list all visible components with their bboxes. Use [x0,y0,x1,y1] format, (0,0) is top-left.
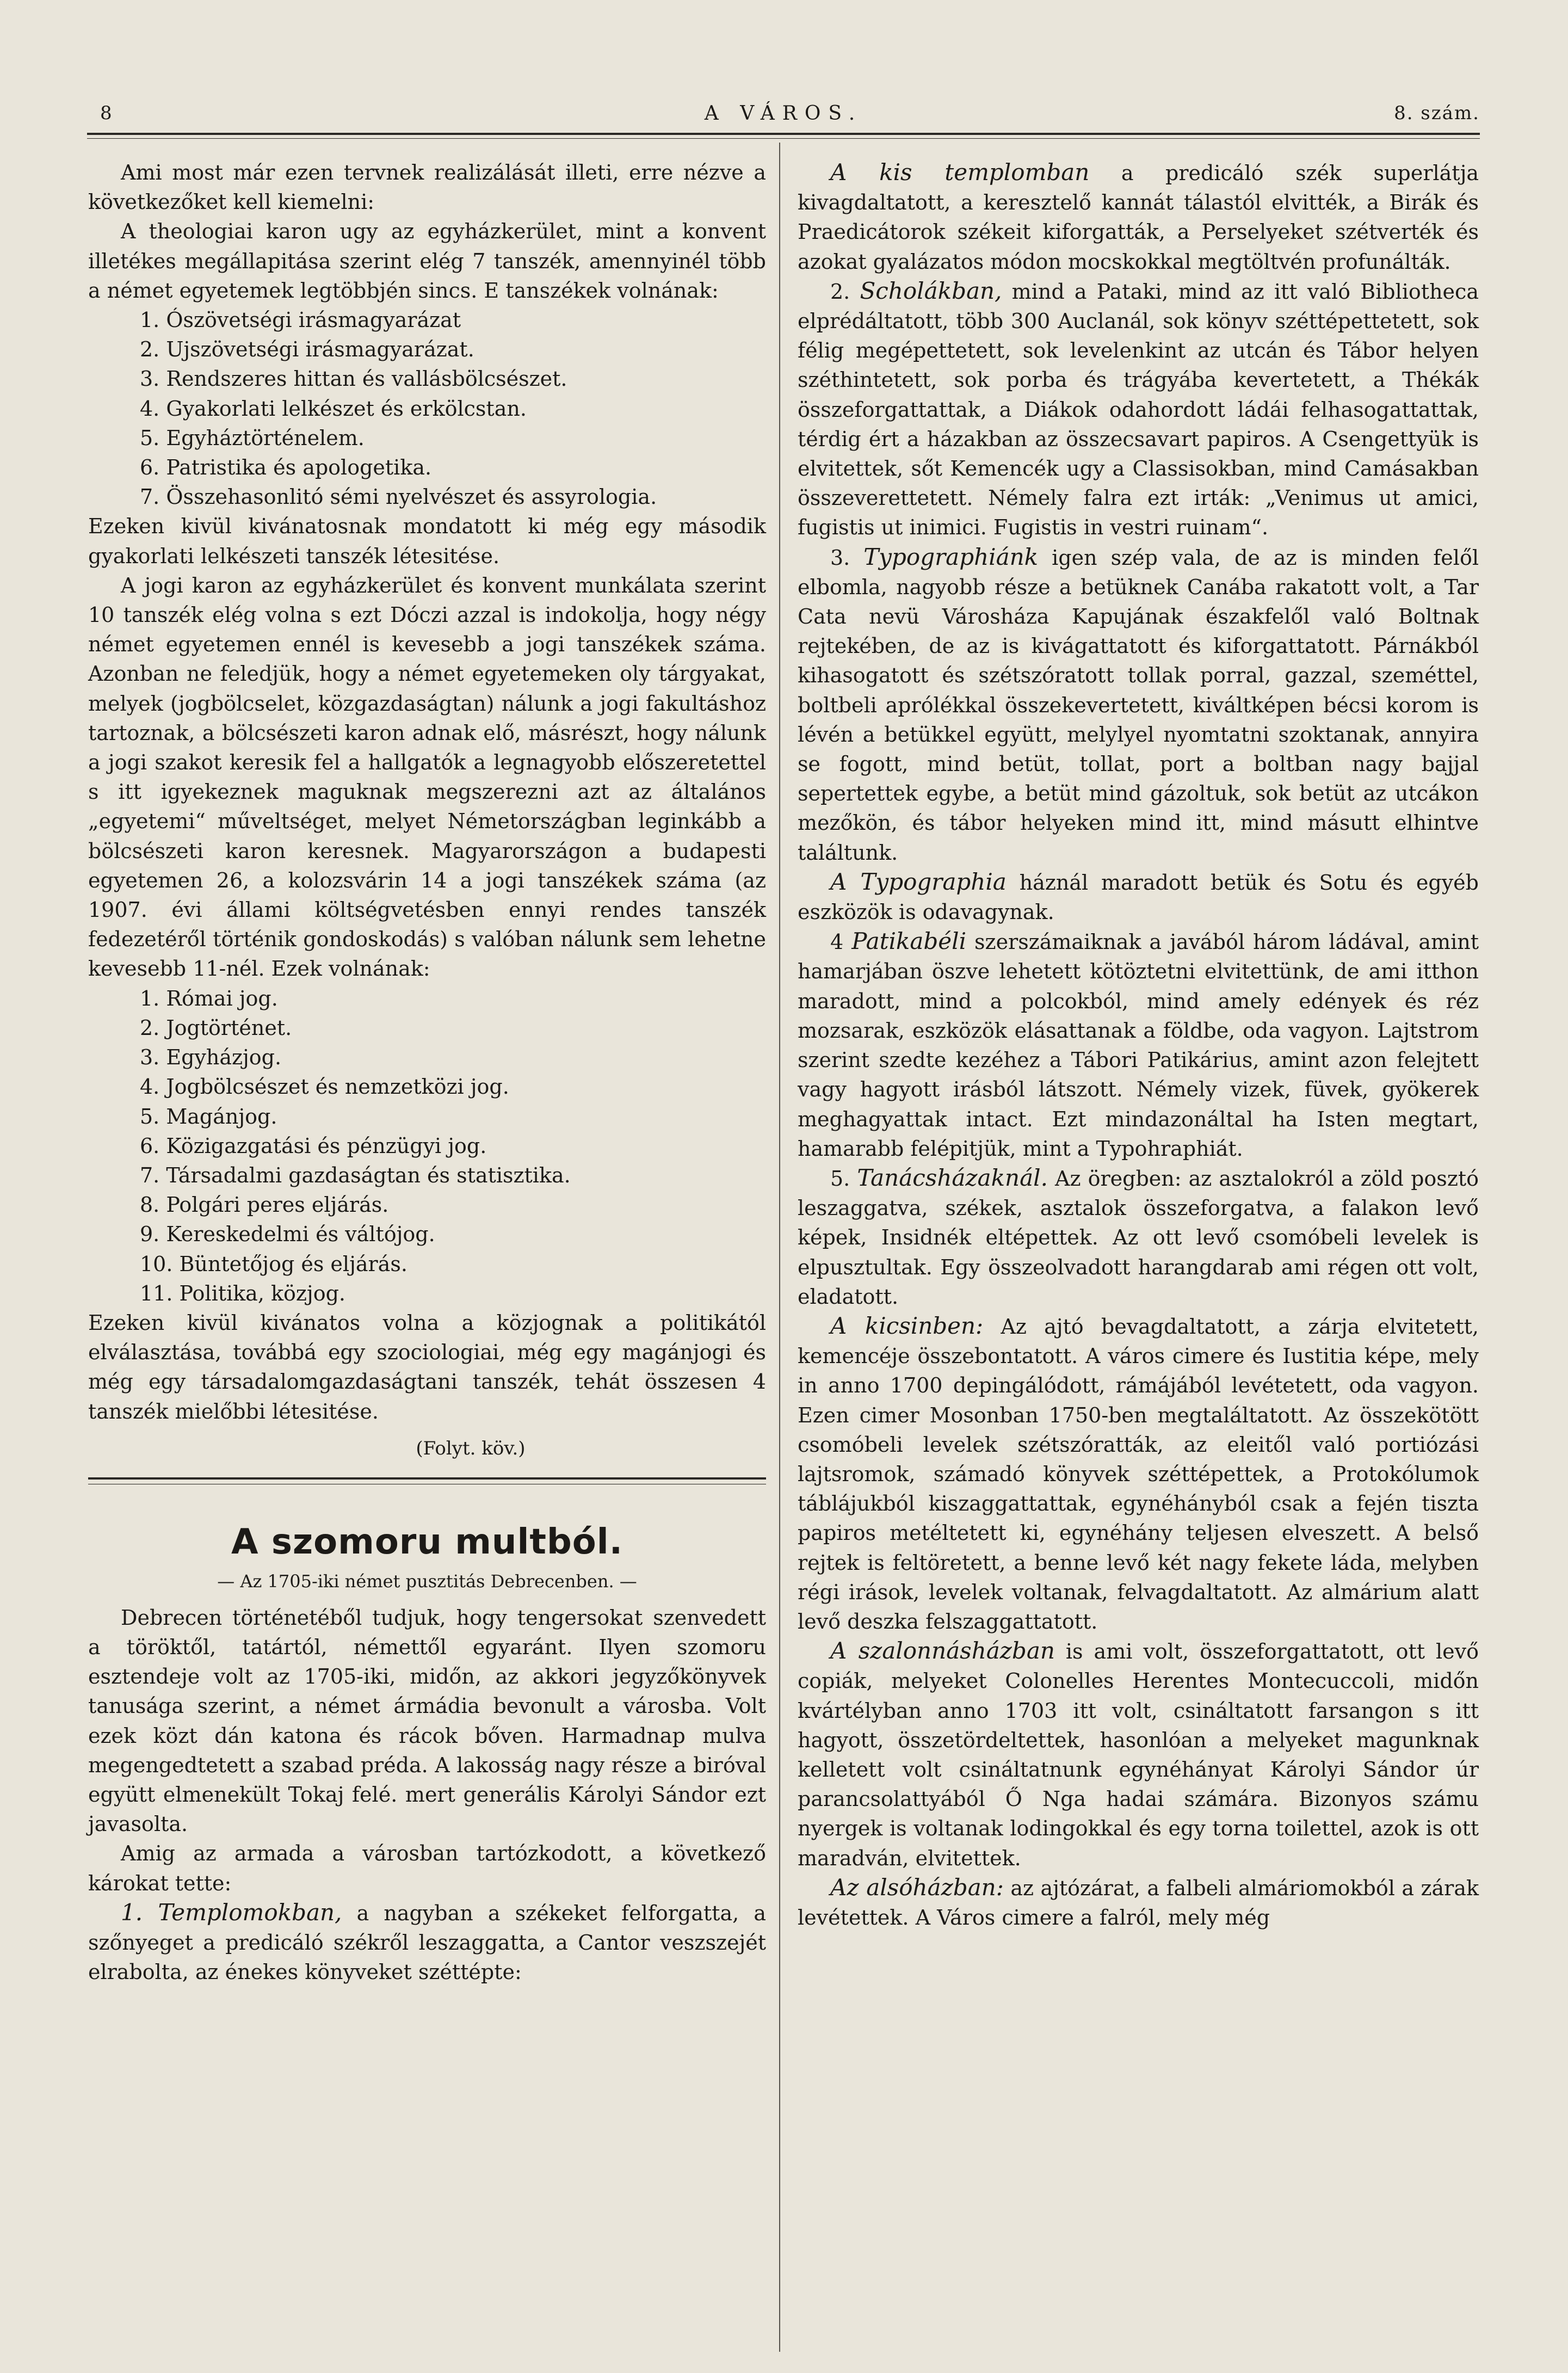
issue-number: 8. szám. [1394,102,1480,124]
article-paragraph [798,867,1479,927]
section-number: 2. [830,279,850,304]
list-item: 5. Magánjog. [140,1104,277,1129]
article-paragraph: Debrecen történetéből tudjuk, hogy tengersokat szenvedett a töröktől, tatártól, némettől egyaránt. Ilyen szomoru esztendeje volt az 1705-iki, midőn, az akkori jegyzőkönyvek tanusága szerint, a német ármádia bevonult a városba. Volt ezek közt dán katona és rácok bőven. Harmadnap mulva megengedtetett a szabad préda. A lakosság nagy része a biróval együtt elmenekült Tokaj felé. mert generális Károlyi Sándor ezt javasolta. [88,1605,766,1836]
section-heading: A kis templomban [830,159,1090,186]
article-paragraph [798,1163,1479,1311]
section-text: mind a Pataki, mind az itt való Bibliotheca elprédáltatott, több 300 Auclanál, sok könyv széttépettetett, sok félig megépettetett, sok levelenkint az utcán és Tábor helyen széthintetett, sok porba és trágyába kevertetett, a Thékák összeforgattattak, a Diákok odahordott ládái felhasogattattak, térdig ért a házakban az összecsavart papiros. A Csengettyük is elvitettek, sőt Kemencék ugy a Classisokban, mind Camásakban összeverettetett. Némely falra ezt irták: „Venimus ut amici, fugistis ut inimici. Fugistis in vestri ruinam“. [798,279,1479,540]
page-header [87,102,1480,135]
list-item: 4. Gyakorlati lelkészet és erkölcstan. [140,396,527,421]
article-title: A szomoru multból. [231,1521,623,1562]
article-separator [88,1477,766,1480]
article-paragraph [798,543,1479,867]
section-heading: Typographiánk [863,543,1039,570]
list-item: 3. Rendszeres hittan és vallásbölcsészet. [140,367,567,391]
article-paragraph: Amig az armada a városban tartózkodott, a következő károkat tette: [88,1841,766,1895]
article-paragraph [798,1873,1479,1932]
list-item: 8. Polgári peres eljárás. [140,1193,389,1217]
section-text: igen szép vala, de az is minden felől elbomla, nagyobb része a betüknek Canába rakatott volt, a Tar Cata nevü Városháza Kapujának északfelől való Boltnak rejtekében, de az is kivágattatott és kiforgattatott. Párnákból kihasogatott és szétszóratott tollak porral, gazzal, szeméttel, boltbeli aprólékkal összekevertetett, kiváltképen bécsi korom is lévén a betükkel együtt, melylyel nyomtatni szoktanak, annyira se fogott, mind betüt, tollat, port a boltban nagy bajjal sepertettek egybe, a betüt mind gázoltuk, sok betüt az utcákon mezőkön, és tábor helyeken mind itt, mind másutt elhintve találtunk. [798,545,1479,865]
section-heading: Az alsóházban: [830,1873,1004,1901]
section-heading: A Typographia [830,868,1007,895]
continued-note: (Folyt. köv.) [416,1437,526,1459]
section-text: Az ajtó bevagdaltatott, a zárja elvitetett, kemencéje összebontatott. A város cimere és Iustitia képe, mely in anno 1700 depingálódott, rámájából levétetett, oda vagyon. Ezen cimer Mosonban 1750-ben megtaláltatott. Az összekötött csomóbeli levelek szétszóratták, az eleitől való portiózási lajtsromok, számadó könyvek széttépettek, a Protokólumok táblájukból kiszaggattattak, egynéhányból csak a fején tiszta papiros metéltetett ki, egynéhány teljesen elveszett. A belső rejtek is feltöretett, a benne levő két nagy fekete láda, melyben régi irások, levelek voltanak, felvagdaltatott. Az almárium alatt levő deszka felszaggattatott. [798,1314,1479,1634]
section-number: 3. [830,545,850,570]
section-heading: A kicsinben: [830,1312,984,1339]
article-paragraph [798,1311,1479,1636]
section-number: 4 [830,930,844,954]
law-paragraph: A jogi karon az egyházkerület és konvent munkálata szerint 10 tanszék elég volna s ezt Dóczi azzal is indokolja, hogy négy német egyetemen ennél is kevesebb a jogi tanszékek száma. Azonban ne feledjük, hogy a német egyetemeken oly tárgyakat, melyek (jogbölcselet, közgazdaságtan) nálunk a jogi fakultáshoz tartoznak, a bölcsészeti karon adnak elő, másrészt, hogy nálunk a jogi szakot keresik fel a hallgatók a legnagyobb előszeretettel s itt igyekeznek maguknak megszerezni azt az általános „egyetemi“ műveltséget, melyet Németországban leginkább a bölcsészeti karon keresnek. Magyarországon a budapesti egyetemen 26, a kolozsvárin 14 a jogi tanszékek száma (az 1907. évi állami költségvetésben ennyi rendes tanszék fedezetéről történik gondoskodás) s valóban nálunk sem lehetne kevesebb 11-nél. Ezek volnának: [88,573,766,981]
right-column [798,158,1479,1932]
list-item: 11. Politika, közjog. [140,1281,345,1305]
article-paragraph [798,276,1479,543]
section-number: 5. [830,1166,850,1191]
section-text: a predicáló szék superlátja kivagdaltatott, a keresztelő kannát tálastól elvitték, a Birák és Praedicátorok székeit kiforgatták, a Perselyeket szétverték és azokat gyalázatos módon mocskokkal megtöltvén profunálták. [798,161,1479,274]
list-item: 1. Ószövetségi irásmagyarázat [140,308,461,332]
list-item: 7. Összehasonlitó sémi nyelvészet és assyrologia. [140,485,657,509]
article-paragraph [798,1636,1479,1873]
law-after: Ezeken kivül kivánatos volna a közjognak a politikától elválasztása, továbbá egy szociologiai, még egy magánjogi és még egy társadalomgazdaságtani tanszék, tehát összesen 4 tanszék mielőbbi létesitése. [88,1310,766,1423]
list-item: 2. Ujszövetségi irásmagyarázat. [140,337,474,362]
section-heading: Scholákban, [860,277,1002,304]
list-item: 6. Patristika és apologetika. [140,455,432,480]
section-text: szerszámaiknak a javából három ládával, amint hamarjában öszve lehetett kötöztetni elvitettünk, de ami itthon maradott, mind a polcokból, mind amely edények és réz mozsarak, eszközök elásattanak a földbe, oda vagyon. Lajtstrom szerint szedte kezéhez a Tábori Patikárius, amint azon felejtett vagy hagyott irásból látszott. Némely vizek, füvek, gyökerek meghagyattak intact. Ezt mindazonáltal ha Isten megtart, hamarabb felépitjük, mint a Typohraphiát. [798,930,1479,1161]
list-item: 7. Társadalmi gazdaságtan és statisztika. [140,1163,571,1187]
list-item: 10. Büntetőjog és eljárás. [140,1252,408,1276]
law-chair-list [88,984,766,1308]
list-item: 3. Egyházjog. [140,1045,282,1070]
theology-after: Ezeken kivül kivánatosnak mondatott ki még egy második gyakorlati lelkészeti tanszék létesitése. [88,514,766,568]
section-heading: Tanácsházaknál. [857,1164,1048,1191]
page-number: 8 [100,102,113,124]
theology-chair-list [88,305,766,511]
list-item: 6. Közigazgatási és pénzügyi jog. [140,1133,487,1158]
theology-paragraph: A theologiai karon ugy az egyházkerület, mint a konvent illetékes megállapitása szerint elég 7 tanszék, amennyinél több a német egyetemek legtöbbjén sincs. E tanszékek volnának: [88,219,766,303]
article-paragraph [798,927,1479,1163]
list-item: 4. Jogbölcsészet és nemzetközi jog. [140,1075,509,1099]
section-heading: Patikabéli [851,928,967,955]
list-item: 5. Egyháztörténelem. [140,426,365,450]
section-text: Az öregben: az asztalokról a zöld posztó leszaggatva, székek, asztalok összeforgatva, a falakon levő képek, Insidnék eltépettek. Az ott levő csomóbeli levelek is elpusztultak. Egy összeolvadott harangdarab ami régen ott volt, eladatott. [798,1166,1479,1309]
section-text: is ami volt, összeforgattatott, ott levő copiák, melyeket Colonelles Herentes Montecuccoli, midőn kvártélyban anno 1703 itt volt, csináltatott farsangon s itt hagyott, összetördeltettek, hasonlóan a melyeket magunknak kelletett volt csináltatnunk egynéhányat Károlyi Sándor úr parancsolattyából Ő Nga hadai számára. Bizonyos számu nyergek is voltanak lodingokkal és egy torna toilettel, azok is ott maradván, elvitettek. [798,1639,1479,1870]
header-rule-thin [87,138,1480,139]
section-text: háznál maradott betük és Sotu és egyéb eszközök is odavagynak. [798,870,1479,924]
section-heading: A szalonnásházban [830,1637,1055,1665]
header-rule [87,133,1480,135]
column-divider [779,143,780,2352]
section-text: az ajtózárat, a falbeli almáriomokból a zárak levétettek. A Város cimere a falról, mely még [798,1876,1479,1930]
left-column [88,158,766,1987]
article-paragraph [798,158,1479,276]
intro-paragraph: Ami most már ezen tervnek realizálását illeti, erre nézve a következőket kell kiemelni: [88,161,766,214]
masthead-title: A VÁROS. [704,102,863,125]
article-paragraph [88,1898,766,1987]
article-subtitle: — Az 1705-iki német pusztitás Debrecenben. — [217,1570,637,1592]
list-item: 9. Kereskedelmi és váltójog. [140,1222,435,1247]
section-heading: 1. Templomokban, [121,1899,342,1926]
list-item: 1. Római jog. [140,986,278,1010]
list-item: 2. Jogtörténet. [140,1015,292,1040]
section-text: a nagyban a székeket felforgatta, a szőnyeget a predicáló székről leszaggatta, a Cantor veszszejét elrabolta, az énekes könyveket széttépte: [88,1901,766,1984]
